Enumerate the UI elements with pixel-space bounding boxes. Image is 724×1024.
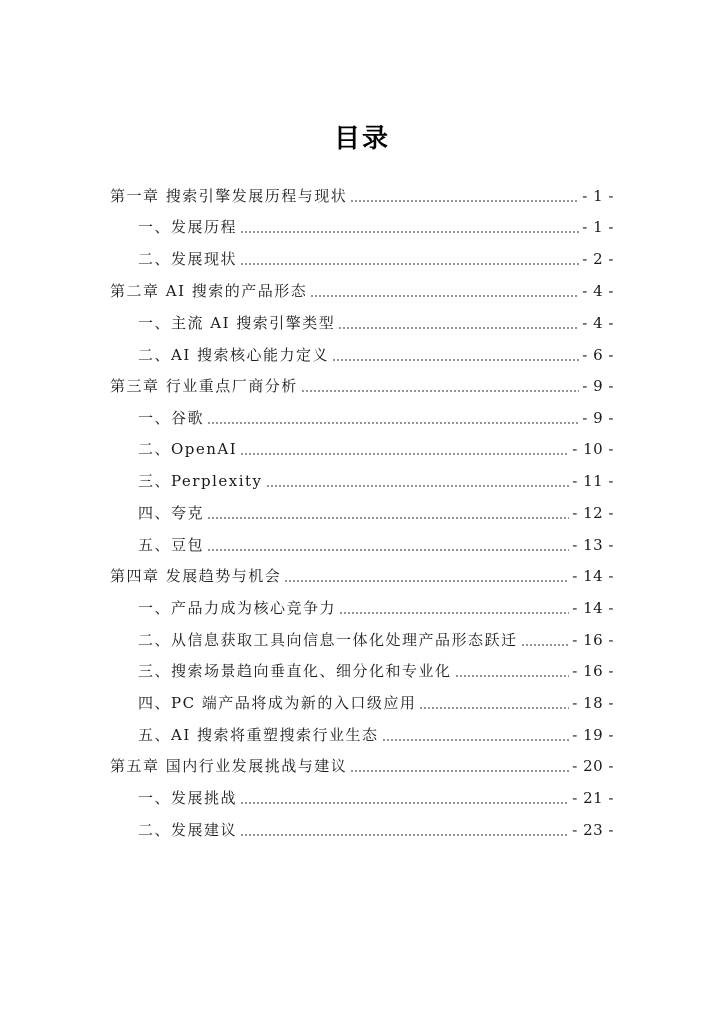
toc-entry-label: 第五章 国内行业发展挑战与建议 <box>110 757 348 775</box>
toc-page-number: - 12 - <box>572 504 614 522</box>
toc-page-number: - 14 - <box>572 567 614 585</box>
toc-entry-label: 三、搜索场景趋向垂直化、细分化和专业化 <box>138 662 452 680</box>
toc-entry-label: 二、OpenAI <box>138 440 238 458</box>
toc-section-5-1[interactable] <box>138 786 614 808</box>
toc-section-3-2[interactable] <box>138 437 614 459</box>
toc-entry-label: 一、发展历程 <box>138 218 238 236</box>
toc-chapter-4[interactable] <box>110 564 614 586</box>
toc-page-number: - 6 - <box>582 346 614 364</box>
toc-section-3-5[interactable] <box>138 533 614 555</box>
toc-entry-label: 一、产品力成为核心竞争力 <box>138 599 337 617</box>
toc-entry-label: 一、谷歌 <box>138 409 205 427</box>
toc-entry-label: 二、发展建议 <box>138 821 238 839</box>
toc-page-number: - 21 - <box>572 789 614 807</box>
dot-leader <box>207 517 569 519</box>
toc-section-3-4[interactable] <box>138 501 614 523</box>
toc-section-2-1[interactable] <box>138 311 614 333</box>
toc-entry-label: 二、从信息获取工具向信息一体化处理产品形态跃迁 <box>138 631 518 649</box>
toc-section-3-3[interactable] <box>138 469 614 491</box>
toc-entry-label: 第三章 行业重点厂商分析 <box>110 377 298 395</box>
toc-section-3-1[interactable] <box>138 406 614 428</box>
toc-entry-label: 一、主流 AI 搜索引擎类型 <box>138 314 336 332</box>
toc-entry-label: 一、发展挑战 <box>138 789 238 807</box>
dot-leader <box>301 390 580 392</box>
toc-title: 目录 <box>333 124 390 154</box>
dot-leader <box>419 707 569 709</box>
toc-page-number: - 14 - <box>572 599 614 617</box>
toc-chapter-2[interactable] <box>110 279 614 301</box>
toc-entry-label: 四、PC 端产品将成为新的入口级应用 <box>138 694 417 712</box>
toc-entry-label: 二、发展现状 <box>138 250 238 268</box>
dot-leader <box>455 675 570 677</box>
toc-section-4-5[interactable] <box>138 723 614 745</box>
dot-leader <box>240 453 569 455</box>
toc-chapter-1[interactable] <box>110 184 614 206</box>
toc-entry-label: 五、AI 搜索将重塑搜索行业生态 <box>138 726 379 744</box>
toc-section-1-2[interactable] <box>138 247 614 269</box>
toc-page-number: - 16 - <box>572 631 614 649</box>
toc-page-number: - 4 - <box>582 314 614 332</box>
toc-page-number: - 9 - <box>582 409 614 427</box>
toc-page-number: - 16 - <box>572 662 614 680</box>
dot-leader <box>207 549 569 551</box>
dot-leader <box>521 644 570 646</box>
dot-leader <box>332 359 579 361</box>
toc-page-number: - 1 - <box>582 218 614 236</box>
toc-section-1-1[interactable] <box>138 215 614 237</box>
toc-entry-label: 三、Perplexity <box>138 472 263 490</box>
dot-leader <box>240 802 569 804</box>
toc-page-number: - 19 - <box>572 726 614 744</box>
dot-leader <box>284 580 569 582</box>
toc-section-4-1[interactable] <box>138 596 614 618</box>
toc-entry-label: 第一章 搜索引擎发展历程与现状 <box>110 187 348 205</box>
toc-entry-label: 五、豆包 <box>138 536 205 554</box>
toc-entry-label: 第二章 AI 搜索的产品形态 <box>110 282 308 300</box>
toc-section-5-2[interactable] <box>138 818 614 840</box>
toc-entry-label: 第四章 发展趋势与机会 <box>110 567 282 585</box>
toc-section-2-2[interactable] <box>138 343 614 365</box>
dot-leader <box>207 422 579 424</box>
dot-leader <box>240 231 579 233</box>
toc-page-number: - 11 - <box>572 472 614 490</box>
toc-chapter-5[interactable] <box>110 754 614 776</box>
toc-entry-label: 四、夸克 <box>138 504 205 522</box>
toc-page-number: - 13 - <box>572 536 614 554</box>
dot-leader <box>338 327 579 329</box>
toc-entry-label: 二、AI 搜索核心能力定义 <box>138 346 330 364</box>
toc-page-number: - 9 - <box>582 377 614 395</box>
dot-leader <box>382 739 570 741</box>
toc-page-number: - 4 - <box>582 282 614 300</box>
dot-leader <box>350 770 569 772</box>
dot-leader <box>240 263 579 265</box>
dot-leader <box>240 834 569 836</box>
toc-page-number: - 2 - <box>582 250 614 268</box>
toc-page-number: - 1 - <box>582 187 614 205</box>
toc-page-number: - 23 - <box>572 821 614 839</box>
toc-section-4-3[interactable] <box>138 659 614 681</box>
toc-page-number: - 18 - <box>572 694 614 712</box>
toc-section-4-2[interactable] <box>138 628 614 650</box>
toc-page-number: - 10 - <box>572 440 614 458</box>
dot-leader <box>310 295 579 297</box>
dot-leader <box>350 200 579 202</box>
toc-page-number: - 20 - <box>572 757 614 775</box>
toc-chapter-3[interactable] <box>110 374 614 396</box>
toc-section-4-4[interactable] <box>138 691 614 713</box>
dot-leader <box>266 485 570 487</box>
dot-leader <box>339 612 569 614</box>
